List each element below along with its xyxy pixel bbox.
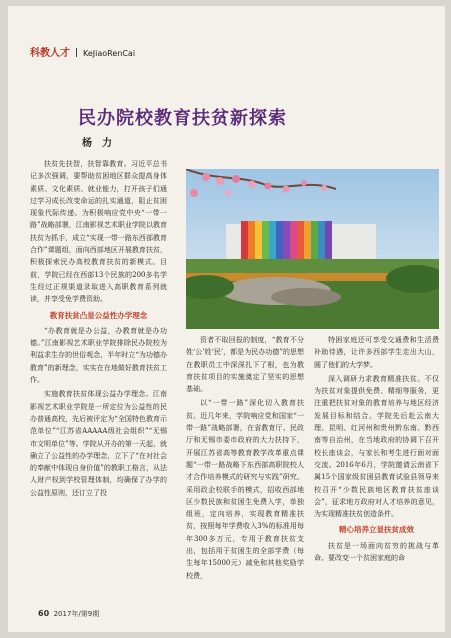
section-pinyin: KeJiaoRenCai [83,49,136,58]
paragraph: 资者不取回报的制度，“教育不分姓‘公’姓‘民’，都是为民办功德”的思想在教职员工中深深扎下了根，也为教育扶贫项目的实施奠定了坚实的思想基础。 [186,336,304,394]
paragraph: “办教育就是办公益，办教育就是办功德。”江南影视艺术职业学院排除民办院校为利益求生存的世俗观念，半年时立“为功德办教育”的新理念，实实在在地做好教育扶贫工作。 [30,326,167,385]
header-divider [76,48,77,57]
section-name: 科教人才 [30,48,70,59]
paragraph: 以“一带一路”深化切入教育扶贫。近几年来，学院响应党和国家“一带一路”战略部署，在省教育厅、民政厅和无锡市委市政府的大力扶持下，开展江苏省高等教育教学改革重点课题“一带一路战略下东西部高职院校人才合作培养模式的研究与实践”研究。采用政企校联手的模式，招收西部地区少数民族和贫困生免费入学，单独组班，定向培养，实现教育精准扶贫，按照每年学费收入3%的标准用每年300多万元，专用于教育扶贫支出，包括用于贫困生的全部学费（每生每年15000元）减免和其他奖励学校费， [186,399,304,580]
subheading: 教育扶贫凸显公益性办学理念 [49,310,148,320]
article-author: 杨 力 [82,138,112,149]
paragraph: 特困家庭还可享受交通费和生活费补助待遇，让许多西部学生走出大山，圆了他们的大学梦。 [314,336,439,369]
paragraph: 扶贫先扶智，扶智靠教育。习近平总书记多次强调，要帮助贫困地区群众提高身体素质、文化素质、就业能力，打开孩子们通过学习成长改变命运的扎实通道，阻止贫困现象代际传递。为积极响应党中央“一带一路”战略部署，江南影视艺术职业学院以教育扶贫为抓手，成立“实现一带一路东西部教育合作”课题组，面向西部地区开展教育扶贫，积极探索民办高校教育扶贫的新模式。目前，学院已经在西部13个民族的200多名学生经过正规渠道录取进入高职教育系列就读，并享受免学费资助。 [30,160,167,304]
paragraph: 深入调研力求教育精准扶贫。不仅为扶贫对象提供免费、精细等服务，更注重把扶贫对象的教育培养与地区经济发展目标和结合。学院先后赴云南大理、昆明、红河州和贵州黔东南、黔西南等自治州，在当地政府的协调下召开校长座谈会，与家长和考生进行面对面交流。2016年6月，学院邀请云南省下属15个国家级贫困县教育试验县领导来校召开“少数民族地区教育扶贫座谈会”，征求地方政府对人才培养的意见，为实现精准扶贫创造条件。 [314,374,439,519]
paragraph: 扶贫是一场面向贫穷的挑战与革命。要改变一个贫困家庭的命 [314,541,439,563]
column-3 [314,334,439,566]
page-footer [38,609,99,619]
campus-photo [186,169,439,329]
section-header [30,44,135,59]
paragraph: 实施教育扶贫体现公益办学理念。江南影视艺术职业学院是一所定位为公益性的民办普通高校，先后被评定为“全国特色教育示范单位”“江苏省AAAAA级社会组织”“无锡市文明单位”等。学院从开办的第一天起，就确立了公益性的办学理念，立下了“在对社会的奉献中体现自身价值”的教职工格言，从法人财产权到学校管理体制，均确保了办学的公益性原则，还订立了投 [30,390,167,497]
magazine-page [8,6,445,632]
issue-label: 2017年/第9期 [53,610,100,618]
article-title: 民办院校教育扶贫新探索 [78,108,287,129]
column-1 [30,158,167,501]
subheading: 精心培养立显扶贫成效 [339,525,414,535]
page-number: 60 [38,609,50,618]
column-2 [186,334,304,584]
